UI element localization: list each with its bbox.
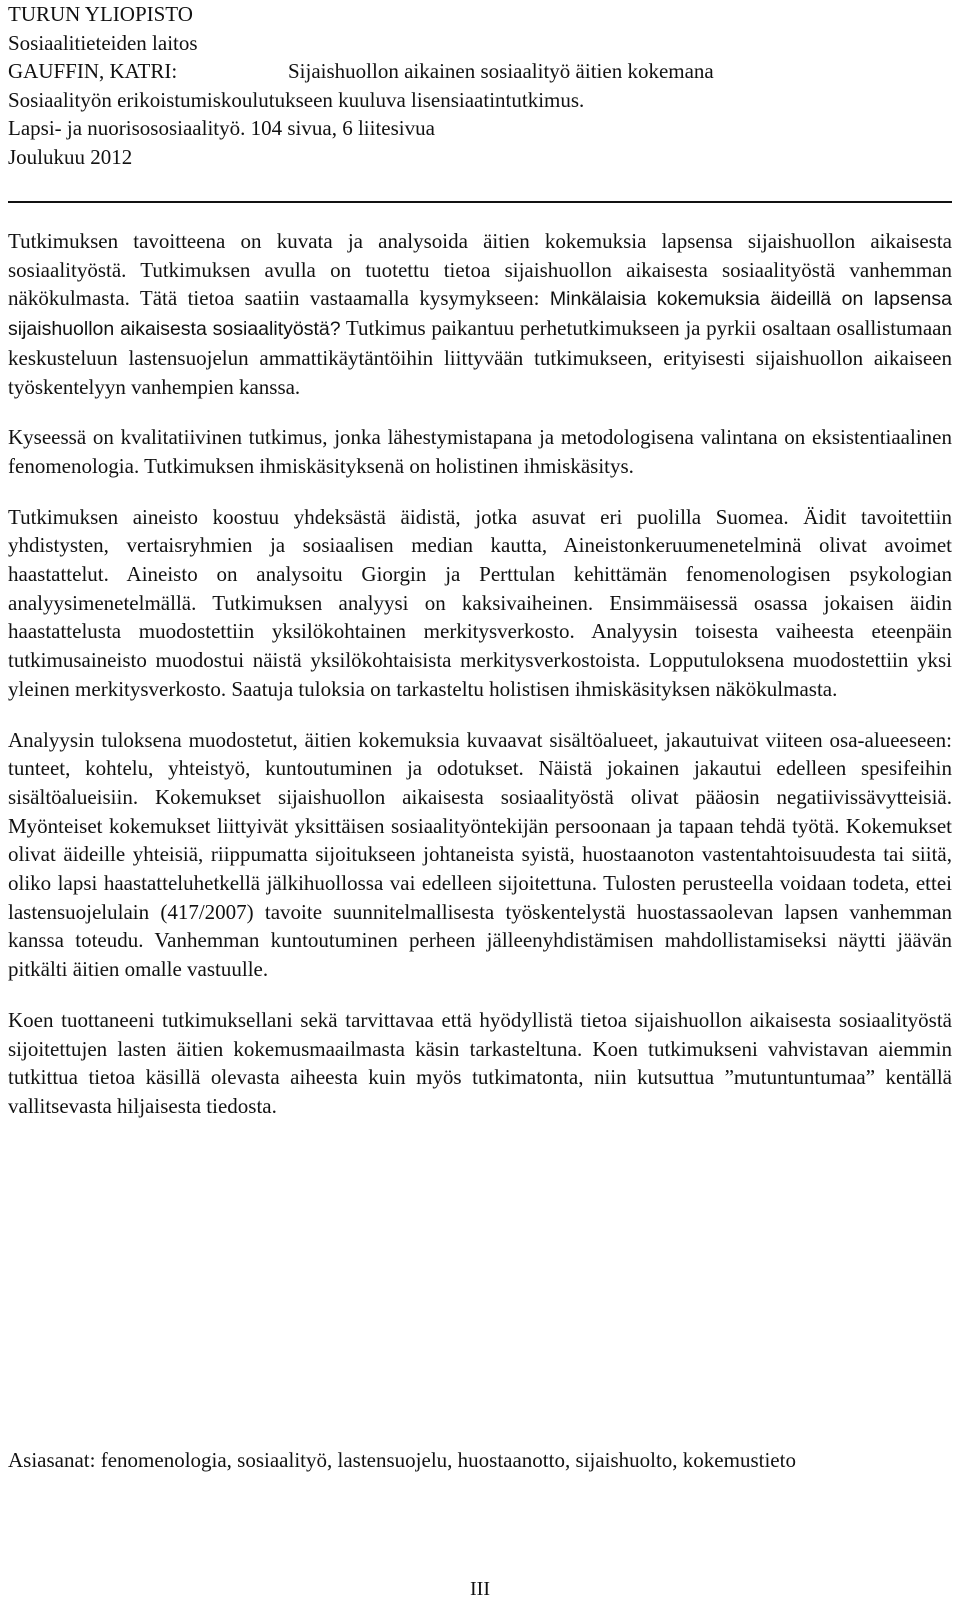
abstract-paragraph-3: Tutkimuksen aineisto koostuu yhdeksästä äidistä, jotka asuvat eri puolilla Suomea. Äidit tavoitettiin yhdistysten, vertaisryhmien ja sosiaalisen median kautta, Aineistonkeruumenetelminä olivat avoimet haastattelut. Aineisto on analysoitu Giorgin ja Perttulan kehittämän fenomenologisen psykologian analyysimenetelmällä. Tutkimuksen analyysi on kaksivaiheinen. Ensimmäisessä osassa jokaisen äidin haastattelusta muodostettiin yksilökohtainen merkitysverkosto. Analyysin toisesta vaiheesta eteenpäin tutkimusaineisto muodostui näistä yksilökohtaisista merkitysverkostoista. Lopputuloksena muodostettiin yksi yleinen merkitysverkosto. Saatuja tuloksia on tarkasteltu holistisen ihmiskäsityksen näkökulmasta. bbox=[8, 504, 952, 701]
author-title-row bbox=[8, 57, 948, 86]
abstract-paragraph-1 bbox=[8, 227, 952, 401]
thesis-title: Sijaishuollon aikainen sosiaalityö äitien kokemana bbox=[288, 59, 714, 83]
university-name: TURUN YLIOPISTO bbox=[8, 2, 193, 26]
paragraph-1-intro: Tutkimuksen tavoitteena on kuvata ja analysoida äitien kokemuksia lapsensa sijaishuollon aikaisesta sosiaalityöstä. Tutkimuksen avulla on tuotettu tietoa sijaishuollon aikaisesta sosiaalityöstä vanhemman näkökulmasta. Tätä tietoa saatiin vastaamalla kysymykseen: bbox=[8, 229, 952, 311]
abstract-paragraph-2: Kyseessä on kvalitatiivinen tutkimus, jonka lähestymistapana ja metodologisena valintana on eksistentiaalinen fenomenologia. Tutkimuksen ihmiskäsityksenä on holistinen ihmiskäsitys. bbox=[8, 425, 952, 478]
author-name: GAUFFIN, KATRI: bbox=[8, 59, 178, 83]
field-and-pages: Lapsi- ja nuorisososiaalityö. 104 sivua, 6 liitesivua bbox=[8, 116, 435, 140]
abstract-paragraph-5: Koen tuottaneeni tutkimuksellani sekä tarvittavaa että hyödyllistä tietoa sijaishuollon aikaisesta sosiaalityöstä sijoitettujen lasten äitien kokemusmaailmasta käsin tarkasteltuna. Koen tutkimukseni vahvistavan aiemmin tutkittua tietoa käsillä olevasta aiheesta kuin myös tutkimatonta, niin kutsuttua ”mutuntuntumaa” kentällä vallitsevasta hiljaisesta tiedosta. bbox=[8, 1007, 952, 1118]
department-name: Sosiaalitieteiden laitos bbox=[8, 30, 198, 55]
abstract-body bbox=[8, 227, 952, 1143]
page-number: III bbox=[470, 1578, 490, 1600]
research-question: Minkälaisia kokemuksia äideillä on lapsensa sijaishuollon aikaisesta sosiaalityöstä? bbox=[8, 288, 952, 341]
abstract-paragraph-4: Analyysin tuloksena muodostetut, äitien kokemuksia kuvaavat sisältöalueet, jakautuivat viiteen osa-alueeseen: tunteet, kohtelu, yhteistyö, kuntoutuminen ja odotukset. Näistä jokainen jakautui edelleen spesifeihin sisältöalueisiin. Kokemukset sijaishuollon aikaisesta sosiaalityöstä olivat pääosin negatiivissävytteisiä. Myönteiset kokemukset liittyivät yksittäisen sosiaalityöntekijän persoonaan ja tapaan tehdä työtä. Kokemukset olivat äideille yhteisiä, riippumatta sijoitukseen johtaneista syistä, huostaanoton vastentahtoisuudesta tai siitä, oliko lapsi haastatteluhetkellä jälkihuollossa vai edelleen sijoitettuna. Tulosten perusteella voidaan todeta, ettei lastensuojelulain (417/2007) tavoite suunnitelmallisesta työskentelystä huostassaolevan lapsen vanhemman kanssa toteudu. Vanhemman kuntoutuminen perheen jälleenyhdistämisen mahdollistamiseksi näytti jäävän pitkälti äitien omalle vastuulle. bbox=[8, 727, 952, 982]
document-header bbox=[8, 0, 948, 171]
thesis-type: Sosiaalityön erikoistumiskoulutukseen kuuluva lisensiaatintutkimus. bbox=[8, 87, 585, 112]
paragraph-1-rest: Tutkimus paikantuu perhetutkimukseen ja pyrkii osaltaan osallistumaan keskusteluun lastensuojelun ammattikäytäntöihin liittyvään tutkimukseen, erityisesti sijaishuollon aikaiseen työskentelyyn vanhempien kanssa. bbox=[8, 316, 952, 399]
header-divider bbox=[8, 201, 952, 203]
keywords: Asiasanat: fenomenologia, sosiaalityö, lastensuojelu, huostaanotto, sijaishuolto, kokemustieto bbox=[8, 1448, 796, 1472]
publication-date: Joulukuu 2012 bbox=[8, 144, 133, 169]
